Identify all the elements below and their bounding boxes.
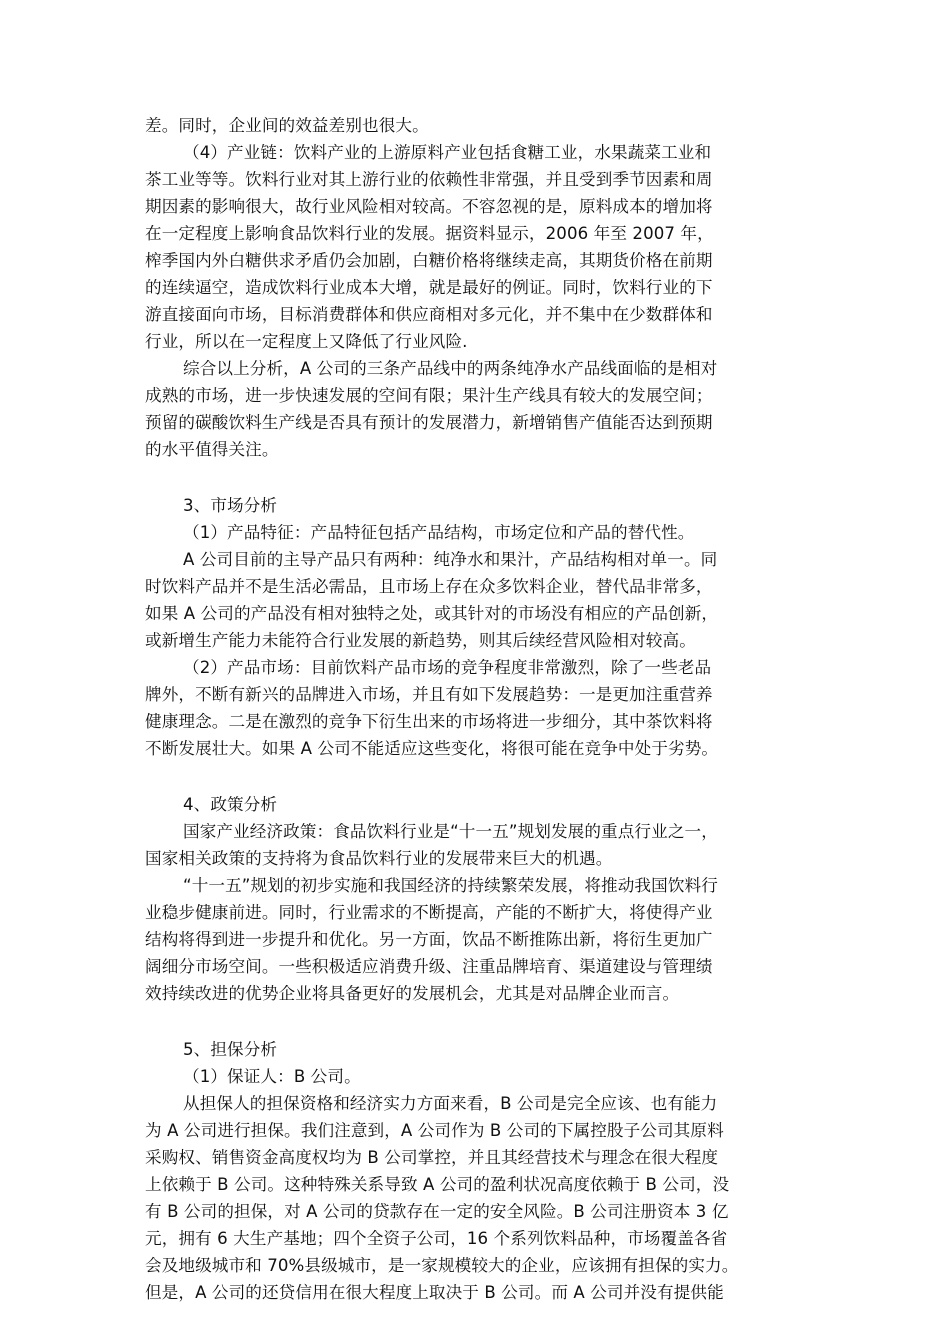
text-line: （4）产业链：饮料产业的上游原料产业包括食糖工业，水果蔬菜工业和 <box>183 143 712 162</box>
text-line: 期因素的影响很大，故行业风险相对较高。不容忽视的是，原料成本的增加将 <box>145 197 713 216</box>
text-line: 差。同时，企业间的效益差别也很大。 <box>145 116 429 135</box>
text-line: 采购权、销售资金高度权均为 B 公司掌控，并且其经营技术与理念在很大程度 <box>145 1148 719 1167</box>
text-line: 预留的碳酸饮料生产线是否具有预计的发展潜力，新增销售产值能否达到预期 <box>145 413 713 432</box>
text-line: 行业，所以在一定程度上又降低了行业风险. <box>145 332 468 351</box>
text-line: 效持续改进的优势企业将具备更好的发展机会，尤其是对品牌企业而言。 <box>145 984 680 1003</box>
text-line: 时饮料产品并不是生活必需品，且市场上存在众多饮料企业，替代品非常多， <box>145 577 713 596</box>
section-heading-policy: 4、政策分析 <box>183 795 278 814</box>
text-line: 成熟的市场，进一步快速发展的空间有限；果汁生产线具有较大的发展空间； <box>145 386 713 405</box>
text-line: 有 B 公司的担保，对 A 公司的贷款存在一定的安全风险。B 公司注册资本 3 亿 <box>145 1202 729 1221</box>
text-line: 健康理念。二是在激烈的竞争下衍生出来的市场将进一步细分，其中茶饮料将 <box>145 712 713 731</box>
text-line: （2）产品市场：目前饮料产品市场的竞争程度非常激烈，除了一些老品 <box>183 658 712 677</box>
text-line: A 公司目前的主导产品只有两种：纯净水和果汁，产品结构相对单一。同 <box>183 550 718 569</box>
text-line: 在一定程度上影响食品饮料行业的发展。据资料显示，2006 年至 2007 年， <box>145 224 714 243</box>
text-line: 茶工业等等。饮料行业对其上游行业的依赖性非常强，并且受到季节因素和周 <box>145 170 713 189</box>
text-line: 如果 A 公司的产品没有相对独特之处，或其针对的市场没有相应的产品创新， <box>145 604 719 623</box>
text-line: 游直接面向市场，目标消费群体和供应商相对多元化，并不集中在少数群体和 <box>145 305 713 324</box>
text-line: 为 A 公司进行担保。我们注意到，A 公司作为 B 公司的下属控股子公司其原料 <box>145 1121 724 1140</box>
text-line: 业稳步健康前进。同时，行业需求的不断提高，产能的不断扩大，将使得产业 <box>145 903 713 922</box>
text-line: 元，拥有 6 大生产基地；四个全资子公司，16 个系列饮料品种，市场覆盖各省 <box>145 1229 728 1248</box>
section-heading-guarantee: 5、担保分析 <box>183 1040 278 1059</box>
text-line: 或新增生产能力未能符合行业发展的新趋势，则其后续经营风险相对较高。 <box>145 631 696 650</box>
paragraph-gap <box>145 463 815 492</box>
paragraph-gap <box>145 1007 815 1036</box>
paragraph-gap <box>145 762 815 791</box>
text-line: 的连续逼空，造成饮料行业成本大增，就是最好的例证。同时，饮料行业的下 <box>145 278 713 297</box>
text-line: 从担保人的担保资格和经济实力方面来看，B 公司是完全应该、也有能力 <box>183 1094 718 1113</box>
text-line: 国家产业经济政策：食品饮料行业是“十一五”规划发展的重点行业之一， <box>183 822 718 841</box>
text-line: 国家相关政策的支持将为食品饮料行业的发展带来巨大的机遇。 <box>145 849 613 868</box>
text-line: （1）保证人：B 公司。 <box>183 1067 361 1086</box>
text-line: “十一五”规划的初步实施和我国经济的持续繁荣发展，将推动我国饮料行 <box>183 876 718 895</box>
text-line: 会及地级城市和 70%县级城市，是一家规模较大的企业，应该拥有担保的实力。 <box>145 1256 739 1275</box>
text-line: 阔细分市场空间。一些积极适应消费升级、注重品牌培育、渠道建设与管理绩 <box>145 957 713 976</box>
text-line: 牌外，不断有新兴的品牌进入市场，并且有如下发展趋势：一是更加注重营养 <box>145 685 713 704</box>
text-line: 的水平值得关注。 <box>145 440 279 459</box>
text-line: 但是，A 公司的还贷信用在很大程度上取决于 B 公司。而 A 公司并没有提供能 <box>145 1283 724 1302</box>
text-line: （1）产品特征：产品特征包括产品结构，市场定位和产品的替代性。 <box>183 523 695 542</box>
document-body <box>145 112 815 1306</box>
text-line: 结构将得到进一步提升和优化。另一方面，饮品不断推陈出新，将衍生更加广 <box>145 930 713 949</box>
text-line: 不断发展壮大。如果 A 公司不能适应这些变化，将很可能在竞争中处于劣势。 <box>145 739 719 758</box>
text-line: 榨季国内外白糖供求矛盾仍会加剧，白糖价格将继续走高，其期货价格在前期 <box>145 251 713 270</box>
text-line: 综合以上分析，A 公司的三条产品线中的两条纯净水产品线面临的是相对 <box>183 359 718 378</box>
section-heading-market: 3、市场分析 <box>183 496 278 515</box>
text-line: 上依赖于 B 公司。这种特殊关系导致 A 公司的盈利状况高度依赖于 B 公司，没 <box>145 1175 730 1194</box>
